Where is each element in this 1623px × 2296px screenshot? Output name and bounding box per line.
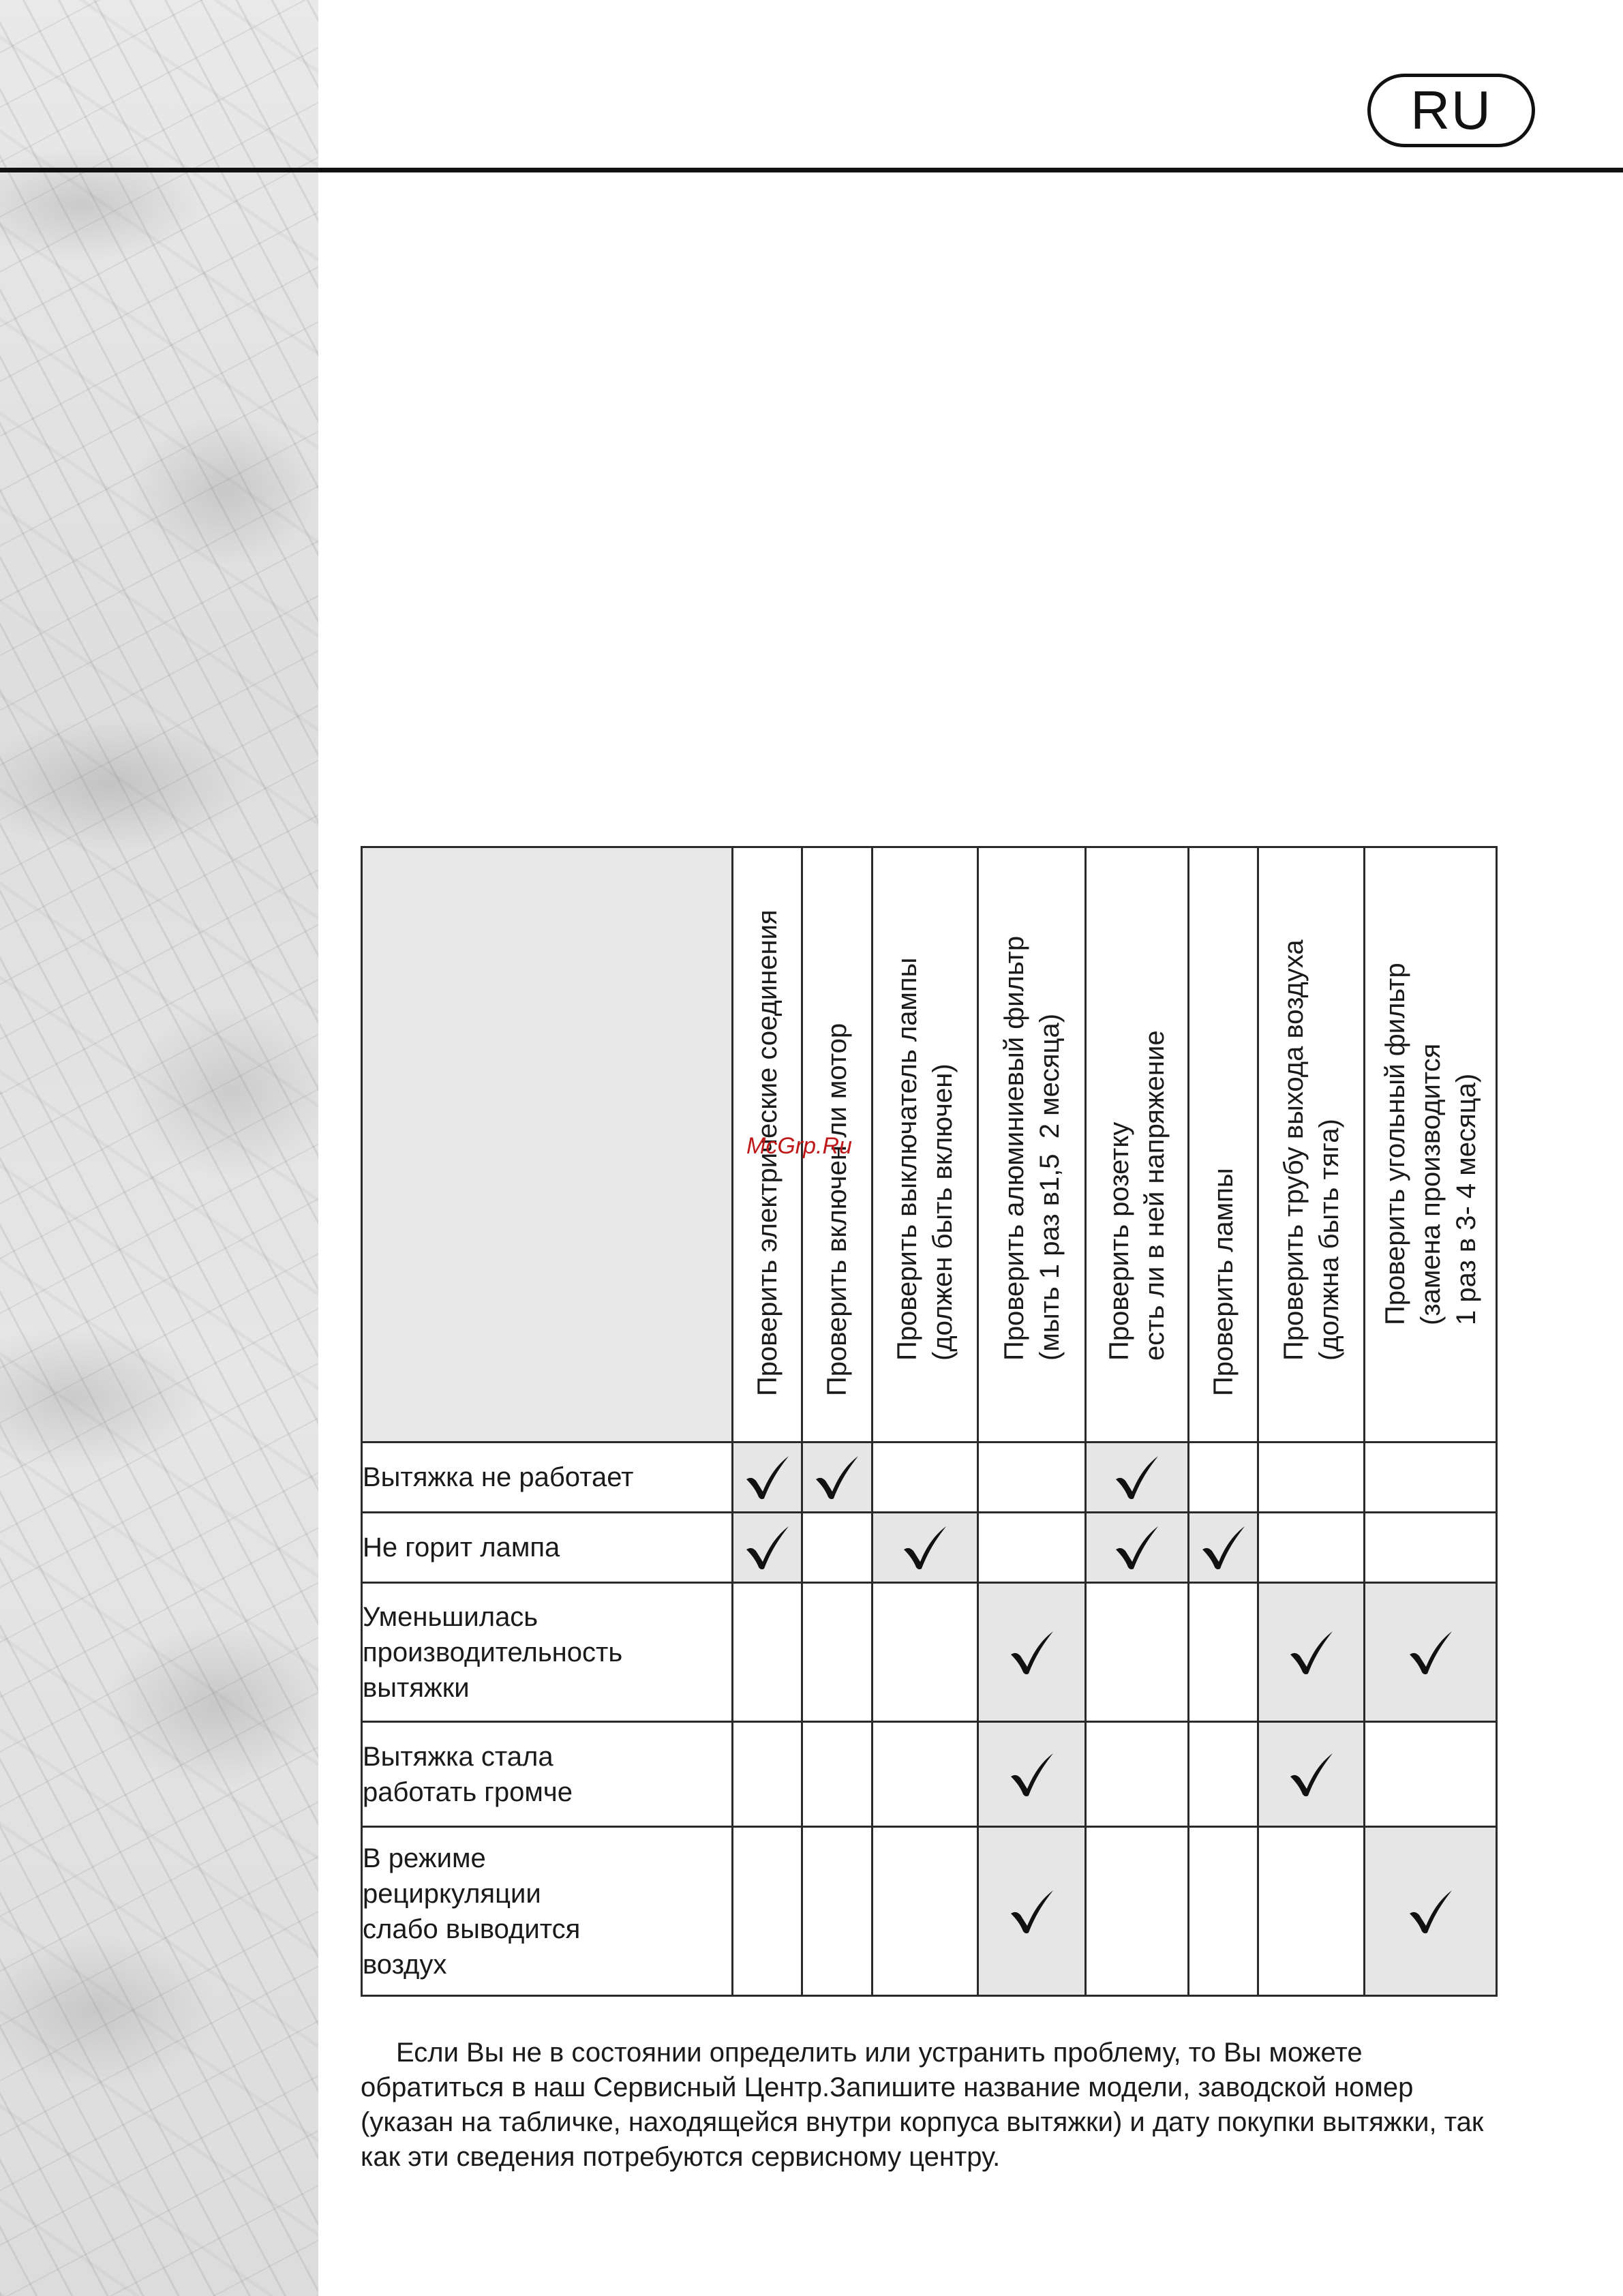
checkmark-icon (744, 1524, 791, 1571)
header-row (362, 847, 1497, 1442)
column-header (1086, 847, 1189, 1442)
checkmark-icon (901, 1524, 949, 1571)
table-corner (362, 847, 733, 1442)
header-rule (0, 168, 1623, 172)
checkmark-icon (1407, 1629, 1455, 1676)
problem-label: В режиме рециркуляции слабо выводится воздух (362, 1827, 733, 1996)
language-badge: RU (1367, 74, 1535, 147)
checked-cell (1189, 1513, 1258, 1583)
checked-cell (733, 1513, 802, 1583)
empty-cell (1189, 1722, 1258, 1827)
column-header-text: Проверить розетку есть ли в ней напряжение (1104, 1030, 1170, 1361)
empty-cell (1189, 1583, 1258, 1722)
empty-cell (802, 1513, 873, 1583)
table-row (362, 1722, 1497, 1827)
checked-cell (1365, 1583, 1497, 1722)
empty-cell (802, 1583, 873, 1722)
watermark: McGrp.Ru (746, 1133, 852, 1159)
empty-cell (1189, 1827, 1258, 1996)
checked-cell (873, 1513, 978, 1583)
troubleshooting-table (361, 846, 1498, 1997)
checkmark-icon (1113, 1453, 1161, 1501)
checked-cell (1258, 1722, 1365, 1827)
empty-cell (873, 1583, 978, 1722)
marble-side-strip (0, 0, 318, 2296)
empty-cell (978, 1442, 1086, 1513)
empty-cell (1258, 1513, 1365, 1583)
problem-label: Не горит лампа (362, 1513, 733, 1583)
checked-cell (978, 1583, 1086, 1722)
column-header (1189, 847, 1258, 1442)
table-row (362, 1583, 1497, 1722)
empty-cell (873, 1722, 978, 1827)
empty-cell (1258, 1827, 1365, 1996)
checkmark-icon (813, 1453, 861, 1501)
checked-cell (1086, 1442, 1189, 1513)
column-header-text: Проверить выключатель лампы (должен быть включен) (892, 957, 958, 1361)
checked-cell (802, 1442, 873, 1513)
empty-cell (802, 1827, 873, 1996)
column-header (978, 847, 1086, 1442)
column-header-text: Проверить электрические соединения (752, 909, 783, 1396)
empty-cell (802, 1722, 873, 1827)
column-header (1258, 847, 1365, 1442)
checkmark-icon (744, 1453, 791, 1501)
checked-cell (978, 1722, 1086, 1827)
checkmark-icon (1407, 1888, 1455, 1935)
checkmark-icon (1288, 1751, 1335, 1798)
empty-cell (733, 1583, 802, 1722)
problem-label: Вытяжка не работает (362, 1442, 733, 1513)
empty-cell (1365, 1722, 1497, 1827)
empty-cell (1086, 1583, 1189, 1722)
problem-label: Уменьшилась производительность вытяжки (362, 1583, 733, 1722)
checked-cell (978, 1827, 1086, 1996)
checkmark-icon (1008, 1751, 1056, 1798)
empty-cell (978, 1513, 1086, 1583)
checkmark-icon (1008, 1888, 1056, 1935)
checkmark-icon (1008, 1629, 1056, 1676)
empty-cell (1189, 1442, 1258, 1513)
table-row (362, 1442, 1497, 1513)
column-header (1365, 847, 1497, 1442)
column-header-text: Проверить лампы (1208, 1168, 1239, 1396)
column-header (873, 847, 978, 1442)
checkmark-icon (1288, 1629, 1335, 1676)
empty-cell (873, 1827, 978, 1996)
empty-cell (1086, 1722, 1189, 1827)
checkmark-icon (1200, 1524, 1247, 1571)
empty-cell (1086, 1827, 1189, 1996)
column-header-text: Проверить включен ли мотор (822, 1023, 852, 1396)
service-note-paragraph: Если Вы не в состоянии определить или устранить проблему, то Вы можете обратиться в наш Сервисный Центр.Запишите название модели, заводской номер (указан на табличке, находящейся внутри корпуса вытяжки) и дату покупки вытяжки, так как эти сведения потребуются сервисному центру. (361, 2038, 1484, 2172)
checked-cell (1258, 1583, 1365, 1722)
checkmark-icon (1113, 1524, 1161, 1571)
empty-cell (733, 1722, 802, 1827)
table-row (362, 1827, 1497, 1996)
table-row (362, 1513, 1497, 1583)
column-header-text: Проверить трубу выхода воздуха (должна быть тяга) (1278, 939, 1344, 1361)
empty-cell (733, 1827, 802, 1996)
checked-cell (1365, 1827, 1497, 1996)
empty-cell (1365, 1442, 1497, 1513)
problem-label: Вытяжка стала работать громче (362, 1722, 733, 1827)
column-header-text: Проверить алюминиевый фильтр (мыть 1 раз в1,5 2 месяца) (999, 935, 1065, 1361)
checked-cell (733, 1442, 802, 1513)
checked-cell (1086, 1513, 1189, 1583)
empty-cell (1258, 1442, 1365, 1513)
column-header-text: Проверить угольный фильтр (замена производится 1 раз в 3- 4 месяца) (1380, 963, 1481, 1325)
empty-cell (873, 1442, 978, 1513)
empty-cell (1365, 1513, 1497, 1583)
